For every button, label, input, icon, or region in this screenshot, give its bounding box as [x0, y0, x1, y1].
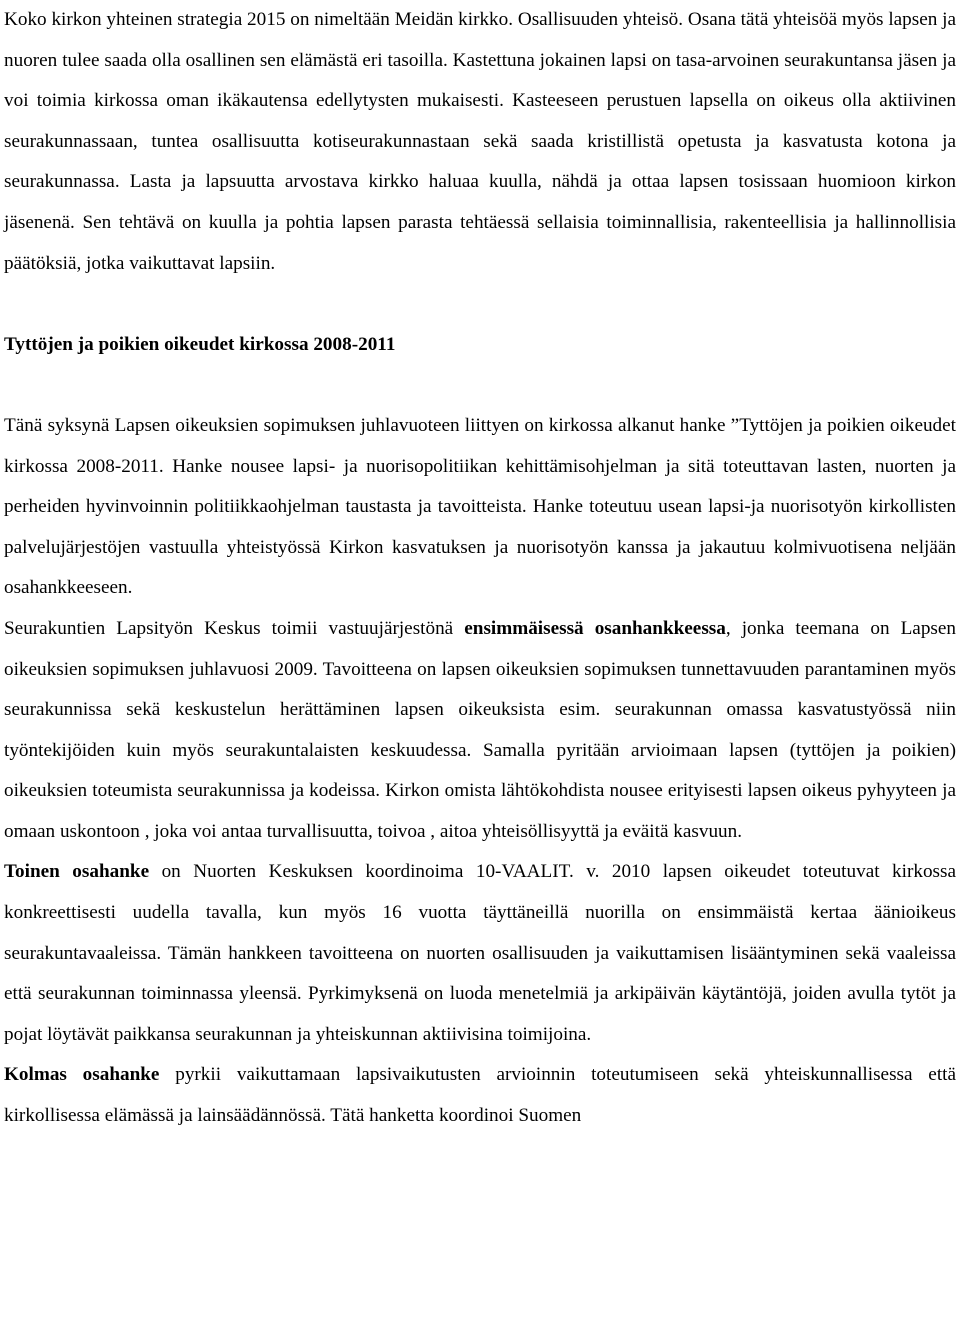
blank-line [4, 365, 956, 406]
third-subproject-paragraph [4, 1055, 956, 1136]
intro-paragraph: Koko kirkon yhteinen strategia 2015 on nimeltään Meidän kirkko. Osallisuuden yhteisö. Osana tätä yhteisöä myös lapsen ja nuoren tulee saada olla osallinen sen elämästä eri tasoilla. Kastettuna jokainen lapsi on tasa-arvoinen seurakuntansa jäsen ja voi toimia kirkossa oman ikäkautensa edellytysten mukaisesti. Kasteeseen perustuen lapsella on oikeus olla aktiivinen seurakunnassaan, tuntea osallisuutta kotiseurakunnastaan sekä saada kristillistä opetusta ja kasvatusta kotona ja seurakunnassa. Lasta ja lapsuutta arvostava kirkko haluaa kuulla, nähdä ja ottaa lapsen tosissaan huomioon kirkon jäsenenä. Sen tehtävä on kuulla ja pohtia lapsen parasta tehtäessä sellaisia toiminnallisia, rakenteellisia ja hallinnollisia päätöksiä, jotka vaikuttavat lapsiin. [4, 9, 956, 274]
blank-line [4, 284, 956, 325]
first-subproject-lead: Seurakuntien Lapsityön Keskus toimii vastuujärjestönä [4, 617, 465, 639]
document-page [4, 0, 956, 1137]
first-subproject-emphasis: ensimmäisessä osanhankkeessa [464, 617, 726, 639]
first-subproject-paragraph [4, 609, 956, 853]
third-subproject-rest: pyrkii vaikuttamaan lapsivaikutusten arvioinnin toteutumiseen sekä yhteiskunnallisessa että kirkollisessa elämässä ja lainsäädännössä. Tätä hanketta koordinoi Suomen [4, 1064, 956, 1127]
first-subproject-rest: , jonka teemana on Lapsen oikeuksien sopimuksen juhlavuosi 2009. Tavoitteena on lapsen oikeuksien sopimuksen tunnettavuuden parantaminen myös seurakunnissa sekä keskustelun herättäminen lapsen oikeuksista esim. seurakunnan omassa kasvatustyössä niin työntekijöiden kuin myös seurakuntalaisten keskuudessa. Samalla pyritään arvioimaan lapsen (tyttöjen ja poikien) oikeuksien toteumista seurakunnissa ja kodeissa. Kirkon omista lähtökohdista nousee erityisesti lapsen oikeus pyhyyteen ja omaan uskontoon , joka voi antaa turvallisuutta, toivoa , aitoa yhteisöllisyyttä ja eväitä kasvuun. [4, 617, 956, 842]
section-heading: Tyttöjen ja poikien oikeudet kirkossa 2008-2011 [4, 333, 396, 355]
second-subproject-emphasis: Toinen osahanke [4, 861, 150, 883]
project-paragraph: Tänä syksynä Lapsen oikeuksien sopimuksen juhlavuoteen liittyen on kirkossa alkanut hanke ”Tyttöjen ja poikien oikeudet kirkossa 2008-2011. Hanke nousee lapsi- ja nuorisopolitiikan kehittämisohjelman ja sitä toteuttavan lasten, nuorten ja perheiden hyvinvoinnin politiikkaohjelman taustasta ja tavoitteista. Hanke toteutuu usean lapsi-ja nuorisotyön kirkollisten palvelujärjestöjen vastuulla yhteistyössä Kirkon kasvatuksen ja nuorisotyön kanssa ja jakautuu kolmivuotisena neljään osahankkeeseen. [4, 414, 956, 599]
second-subproject-rest: on Nuorten Keskuksen koordinoima 10-VAALIT. v. 2010 lapsen oikeudet toteutuvat kirkossa konkreettisesti uudella tavalla, kun myös 16 vuotta täyttäneillä nuorilla on ensimmäistä kertaa äänioikeus seurakuntavaaleissa. Tämän hankkeen tavoitteena on nuorten osallisuuden ja vaikuttamisen lisääntyminen sekä vaaleissa että seurakunnan toiminnassa yleensä. Pyrkimyksenä on luoda menetelmiä ja arkipäivän käytäntöjä, joiden avulla tytöt ja pojat löytävät paikkansa seurakunnan ja yhteiskunnan aktiivisina toimijoina. [4, 861, 956, 1045]
second-subproject-paragraph [4, 852, 956, 1055]
third-subproject-emphasis: Kolmas osahanke [4, 1064, 160, 1086]
